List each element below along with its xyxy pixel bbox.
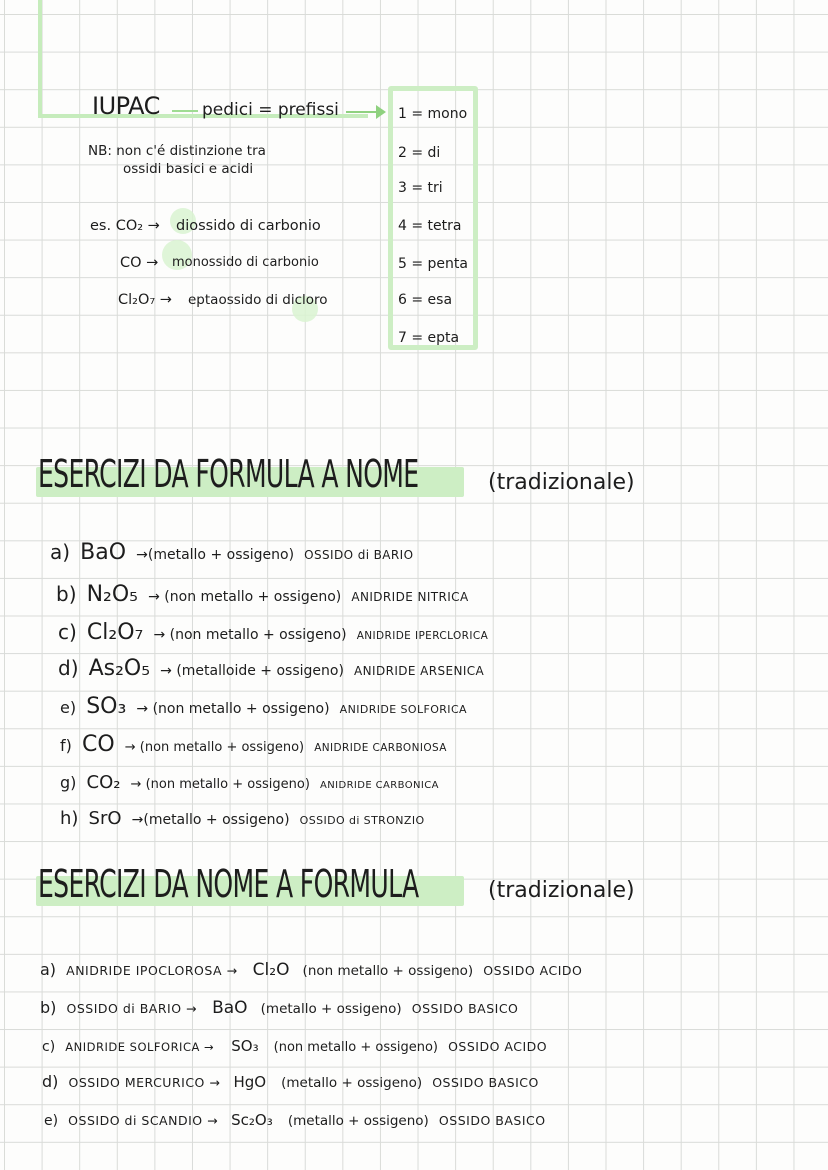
exercise-desc: → (non metallo + ossigeno): [148, 589, 342, 605]
example-formula: CO →: [120, 255, 159, 271]
exercise-type: OSSIDO BASICO: [438, 1113, 546, 1128]
example-formula: Cl₂O₇ →: [118, 292, 172, 308]
section1-subtitle: (tradizionale): [488, 470, 635, 495]
exercise-row: [50, 540, 413, 565]
exercise-letter: b): [40, 998, 57, 1017]
exercise-letter: e): [44, 1113, 59, 1129]
exercise-name: OSSIDO di STRONZIO: [299, 814, 425, 827]
exercise-type: OSSIDO BASICO: [411, 1001, 519, 1016]
note-line-1: NB: non c'é distinzione tra: [88, 143, 266, 159]
exercise-letter: h): [60, 808, 79, 829]
exercise-letter: f): [60, 736, 72, 755]
exercise-desc: (non metallo + ossigeno): [273, 1040, 438, 1055]
exercise-desc: (metallo + ossigeno): [260, 1001, 402, 1017]
exercise-type: OSSIDO ACIDO: [448, 1039, 548, 1054]
exercise-name: ANIDRIDE CARBONICA: [320, 780, 439, 791]
example-name: diossido di carbonio: [176, 218, 321, 234]
exercise-type: OSSIDO BASICO: [432, 1075, 539, 1090]
exercise-name: OSSIDO di BARIO →: [66, 1001, 197, 1016]
exercise-name: OSSIDO MERCURICO →: [68, 1075, 221, 1090]
exercise-name: OSSIDO di SCANDIO →: [68, 1113, 219, 1128]
exercise-formula: N₂O₅: [86, 582, 139, 607]
exercise-name: ANIDRIDE SOLFORICA →: [65, 1040, 215, 1054]
prefix-item: 2 = di: [398, 145, 441, 161]
exercise-row: [40, 998, 518, 1018]
exercise-letter: g): [60, 773, 77, 792]
exercise-row: [60, 772, 439, 793]
exercise-desc: → (non metallo + ossigeno): [136, 701, 330, 717]
exercise-letter: d): [42, 1072, 59, 1091]
example-formula: es. CO₂ →: [90, 218, 160, 234]
exercise-row: [58, 620, 488, 645]
exercise-desc: → (metalloide + ossigeno): [160, 663, 344, 679]
exercise-desc: (non metallo + ossigeno): [302, 963, 474, 979]
exercise-row: [42, 1072, 539, 1091]
exercise-letter: c): [42, 1039, 56, 1055]
exercise-desc: →(metallo + ossigeno): [131, 812, 290, 828]
exercise-desc: → (non metallo + ossigeno): [124, 740, 305, 755]
exercise-letter: b): [56, 582, 77, 606]
exercise-letter: c): [58, 620, 77, 644]
exercise-formula: CO: [81, 732, 115, 757]
prefix-item: 3 = tri: [398, 180, 443, 196]
exercise-desc: →(metallo + ossigeno): [136, 547, 295, 563]
exercise-row: [40, 960, 582, 980]
exercise-formula: HgO: [233, 1073, 267, 1091]
exercise-formula: Cl₂O: [252, 960, 290, 980]
exercise-formula: BaO: [80, 540, 127, 565]
arrow-head-icon: [376, 105, 386, 119]
exercise-formula: Sc₂O₃: [231, 1111, 273, 1129]
prefix-item: 1 = mono: [398, 106, 468, 122]
exercise-row: [60, 694, 467, 719]
exercise-formula: Cl₂O₇: [86, 620, 144, 645]
prefix-item: 6 = esa: [398, 292, 453, 308]
pedici-prefissi: pedici = prefissi: [202, 100, 339, 120]
example-name: monossido di carbonio: [172, 255, 319, 270]
exercise-type: OSSIDO ACIDO: [483, 963, 583, 978]
exercise-name: ANIDRIDE SOLFORICA: [339, 703, 467, 716]
section2-subtitle: (tradizionale): [488, 878, 635, 903]
example-name: eptaossido di dicloro: [188, 292, 328, 308]
exercise-formula: SO₃: [231, 1037, 259, 1055]
exercise-name: ANIDRIDE CARBONIOSA: [314, 742, 447, 754]
iupac-label: IUPAC: [92, 92, 160, 120]
exercise-row: [56, 582, 469, 607]
prefix-item: 7 = epta: [398, 330, 460, 346]
exercise-desc: (metallo + ossigeno): [281, 1075, 423, 1091]
exercise-name: ANIDRIDE NITRICA: [351, 590, 469, 604]
exercise-row: [44, 1110, 546, 1129]
iupac-dash: [172, 110, 198, 112]
exercise-formula: As₂O₅: [88, 656, 151, 681]
exercise-letter: e): [60, 698, 77, 717]
exercise-letter: d): [58, 656, 79, 680]
exercise-letter: a): [40, 960, 57, 979]
exercise-row: [42, 1036, 547, 1055]
exercise-formula: SO₃: [86, 694, 127, 719]
exercise-row: [60, 808, 425, 829]
margin-line-vertical: [38, 0, 42, 118]
exercise-name: OSSIDO di BARIO: [304, 548, 414, 562]
section1-title: ESERCIZI DA FORMULA A NOME: [38, 452, 419, 496]
exercise-desc: → (non metallo + ossigeno): [153, 627, 347, 643]
exercise-name: ANIDRIDE IPERCLORICA: [356, 630, 489, 642]
prefix-item: 5 = penta: [398, 256, 468, 272]
exercise-formula: CO₂: [86, 772, 121, 793]
exercise-desc: → (non metallo + ossigeno): [130, 777, 310, 792]
exercise-formula: SrO: [88, 808, 122, 829]
prefix-item: 4 = tetra: [398, 218, 462, 234]
exercise-name: ANIDRIDE IPOCLOROSA →: [66, 963, 238, 978]
exercise-name: ANIDRIDE ARSENICA: [354, 664, 485, 678]
exercise-row: [60, 732, 447, 757]
section2-title: ESERCIZI DA NOME A FORMULA: [38, 862, 419, 906]
exercise-letter: a): [50, 540, 71, 564]
exercise-desc: (metallo + ossigeno): [287, 1113, 429, 1129]
arrow-right-icon: [346, 111, 380, 113]
note-line-2: ossidi basici e acidi: [123, 161, 254, 177]
exercise-row: [58, 656, 484, 681]
exercise-formula: BaO: [212, 998, 248, 1018]
